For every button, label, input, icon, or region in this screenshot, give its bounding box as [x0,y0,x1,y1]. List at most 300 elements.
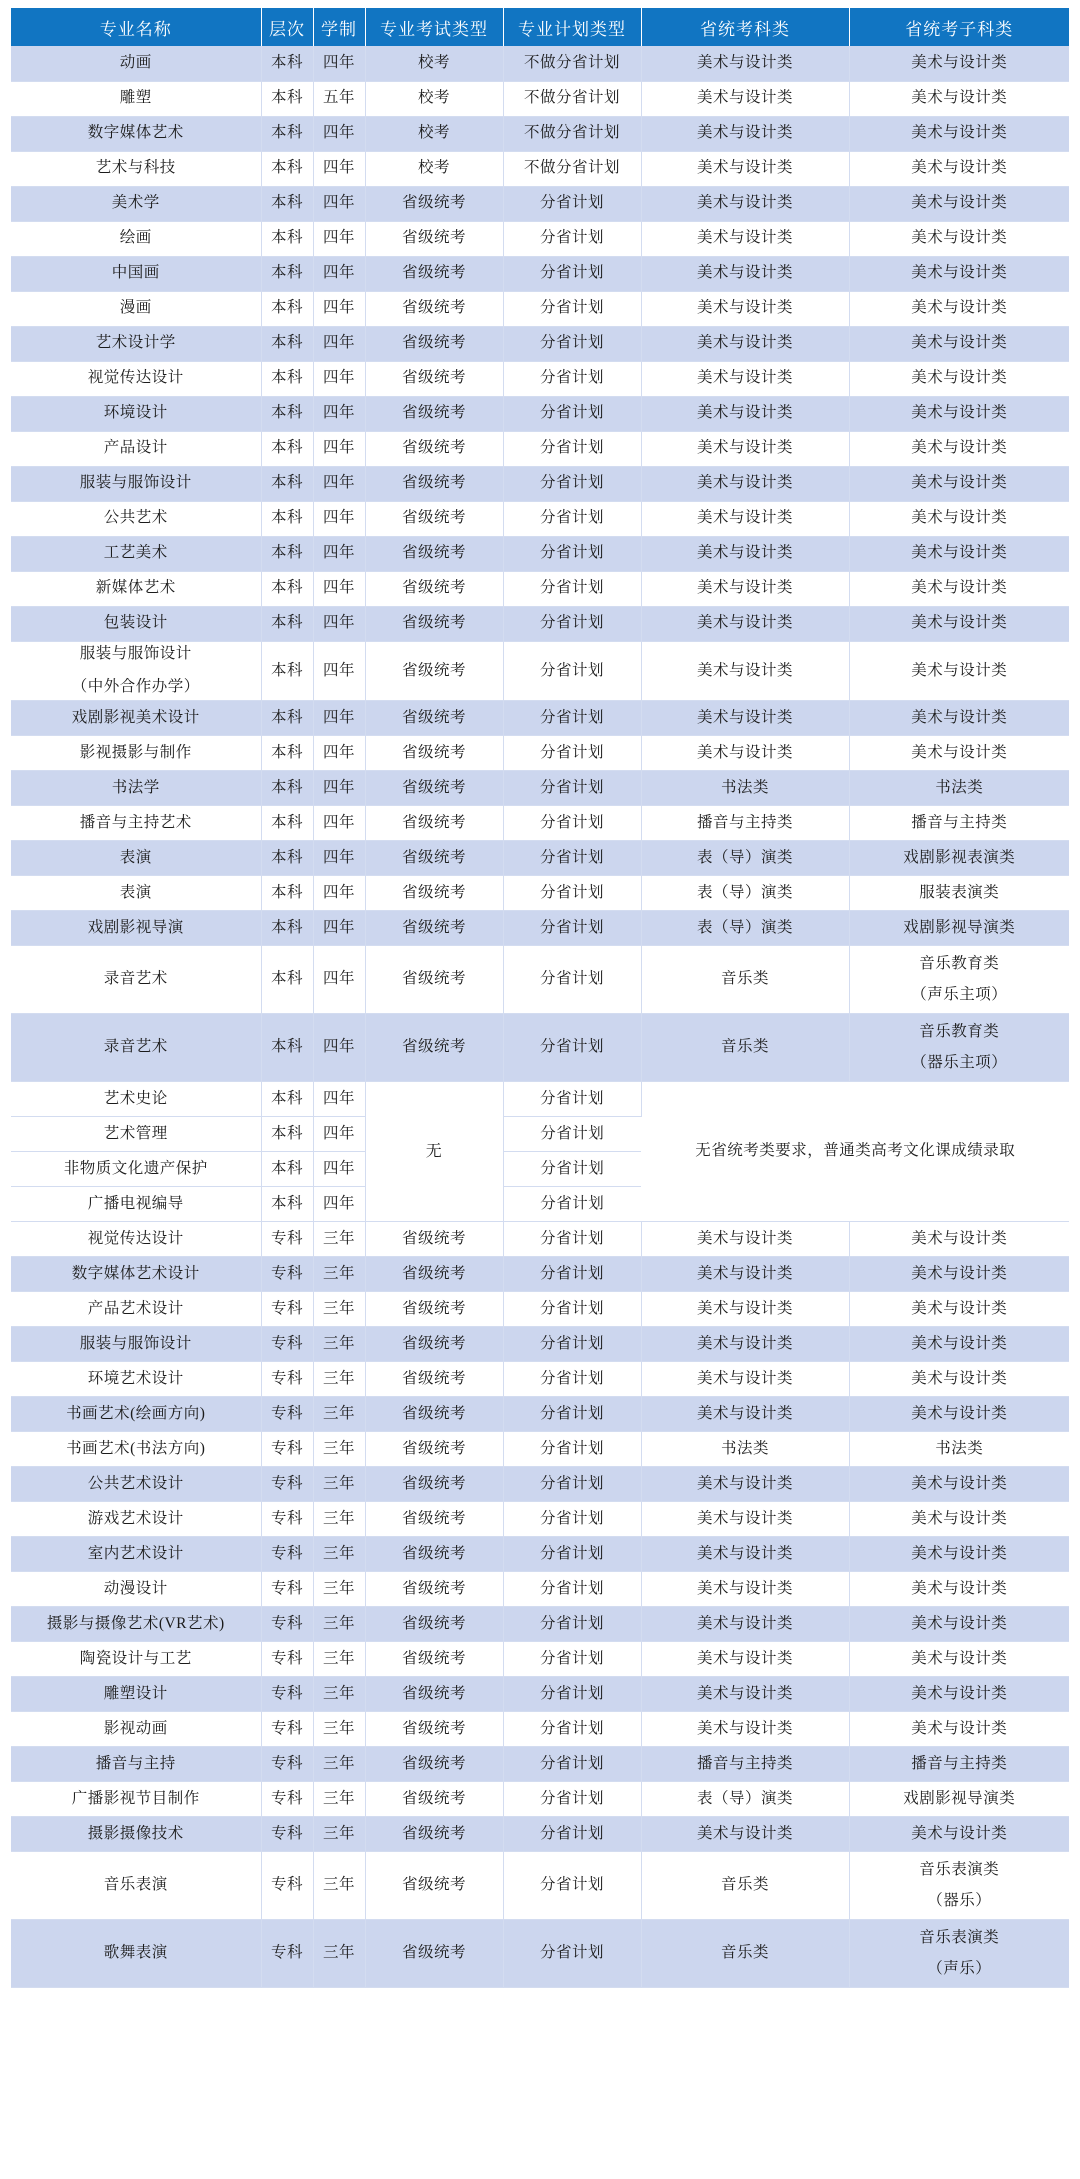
table-row[interactable] [11,466,1069,501]
cell-province-subcategory: 美术与设计类 [849,641,1069,701]
cell-level: 本科 [261,911,313,946]
cell-plan-type: 分省计划 [503,1014,641,1082]
cell-province-category: 播音与主持类 [641,1747,849,1782]
table-row[interactable] [11,1014,1069,1082]
cell-years: 四年 [313,571,365,606]
cell-level: 专科 [261,1607,313,1642]
table-row[interactable] [11,641,1069,701]
cell-province-subcategory: 美术与设计类 [849,1572,1069,1607]
cell-exam-type: 省级统考 [365,736,503,771]
cell-plan-type: 分省计划 [503,911,641,946]
table-row[interactable] [11,606,1069,641]
cell-major-name: 中国画 [11,256,261,291]
cell-level: 本科 [261,361,313,396]
cell-years: 四年 [313,701,365,736]
cell-province-category: 美术与设计类 [641,81,849,116]
cell-years: 三年 [313,1572,365,1607]
cell-exam-type: 省级统考 [365,1362,503,1397]
table-body [11,46,1069,1988]
cell-level: 专科 [261,1362,313,1397]
cell-major-name: 书画艺术(书法方向) [11,1432,261,1467]
table-row[interactable] [11,876,1069,911]
cell-years: 三年 [313,1747,365,1782]
cell-major-name: 动画 [11,46,261,81]
cell-province-category: 美术与设计类 [641,396,849,431]
cell-plan-type: 分省计划 [503,946,641,1014]
table-row[interactable] [11,1397,1069,1432]
cell-province-category: 音乐类 [641,1920,849,1988]
header-province-subcategory: 省统考子科类 [849,8,1069,46]
cell-province-subcategory: 美术与设计类 [849,466,1069,501]
cell-plan-type: 分省计划 [503,1257,641,1292]
cell-province-subcategory-line-2: （声乐） [927,1960,992,1978]
cell-major-name: 服装与服饰设计 [11,466,261,501]
cell-exam-type: 省级统考 [365,1782,503,1817]
cell-major-name [11,641,261,701]
cell-province-subcategory: 美术与设计类 [849,701,1069,736]
cell-exam-type: 省级统考 [365,291,503,326]
cell-province-subcategory: 美术与设计类 [849,326,1069,361]
cell-province-category: 美术与设计类 [641,186,849,221]
cell-years: 三年 [313,1817,365,1852]
cell-major-name: 戏剧影视美术设计 [11,701,261,736]
cell-plan-type: 分省计划 [503,1397,641,1432]
table-row[interactable] [11,1082,1069,1117]
cell-years: 四年 [313,256,365,291]
cell-major-name: 陶瓷设计与工艺 [11,1642,261,1677]
cell-level: 本科 [261,1187,313,1222]
table-row[interactable] [11,1362,1069,1397]
cell-level: 本科 [261,396,313,431]
cell-major-name: 广播影视节目制作 [11,1782,261,1817]
cell-level: 本科 [261,736,313,771]
cell-level: 本科 [261,606,313,641]
table-row[interactable] [11,736,1069,771]
table-row[interactable] [11,431,1069,466]
header-level: 层次 [261,8,313,46]
cell-major-name: 广播电视编导 [11,1187,261,1222]
cell-level: 本科 [261,186,313,221]
cell-province-category: 美术与设计类 [641,361,849,396]
cell-province-subcategory: 美术与设计类 [849,1327,1069,1362]
cell-plan-type: 分省计划 [503,1292,641,1327]
cell-major-name: 影视动画 [11,1712,261,1747]
cell-exam-type: 省级统考 [365,396,503,431]
cell-major-name: 动漫设计 [11,1572,261,1607]
cell-province-subcategory: 美术与设计类 [849,1712,1069,1747]
cell-level: 本科 [261,806,313,841]
cell-exam-type: 省级统考 [365,221,503,256]
cell-plan-type: 分省计划 [503,1782,641,1817]
cell-plan-type: 不做分省计划 [503,46,641,81]
cell-province-category: 音乐类 [641,946,849,1014]
cell-province-category: 表（导）演类 [641,876,849,911]
cell-province-category: 美术与设计类 [641,736,849,771]
table-row[interactable] [11,1467,1069,1502]
cell-plan-type: 分省计划 [503,571,641,606]
cell-years: 三年 [313,1397,365,1432]
cell-plan-type: 分省计划 [503,536,641,571]
cell-plan-type: 分省计划 [503,1920,641,1988]
cell-major-name: 服装与服饰设计 [11,1327,261,1362]
cell-province-category: 美术与设计类 [641,221,849,256]
cell-province-subcategory: 美术与设计类 [849,116,1069,151]
header-exam-type: 专业考试类型 [365,8,503,46]
cell-exam-type: 省级统考 [365,1642,503,1677]
cell-plan-type: 分省计划 [503,1152,641,1187]
table-row[interactable] [11,1642,1069,1677]
cell-exam-type: 省级统考 [365,1537,503,1572]
cell-years: 三年 [313,1920,365,1988]
cell-plan-type: 分省计划 [503,736,641,771]
cell-major-name: 产品艺术设计 [11,1292,261,1327]
cell-years: 四年 [313,361,365,396]
cell-years: 三年 [313,1362,365,1397]
cell-province-subcategory: 书法类 [849,1432,1069,1467]
cell-years: 四年 [313,291,365,326]
cell-plan-type: 分省计划 [503,1117,641,1152]
cell-plan-type: 分省计划 [503,806,641,841]
cell-level: 专科 [261,1677,313,1712]
cell-years: 四年 [313,431,365,466]
cell-plan-type: 分省计划 [503,1187,641,1222]
cell-province-category: 美术与设计类 [641,151,849,186]
cell-plan-type: 分省计划 [503,256,641,291]
cell-plan-type: 分省计划 [503,1467,641,1502]
table-row[interactable] [11,1502,1069,1537]
cell-exam-type: 省级统考 [365,701,503,736]
cell-plan-type: 分省计划 [503,431,641,466]
cell-exam-type: 省级统考 [365,1257,503,1292]
cell-exam-type: 省级统考 [365,876,503,911]
table-row[interactable] [11,1222,1069,1257]
cell-exam-type: 省级统考 [365,1502,503,1537]
table-row[interactable] [11,1257,1069,1292]
table-row[interactable] [11,911,1069,946]
cell-plan-type: 分省计划 [503,466,641,501]
majors-table [11,8,1069,1988]
cell-major-name: 摄影摄像技术 [11,1817,261,1852]
cell-years: 四年 [313,1082,365,1117]
table-row[interactable] [11,1782,1069,1817]
cell-exam-type: 省级统考 [365,1222,503,1257]
cell-major-name: 美术学 [11,186,261,221]
cell-province-subcategory-line-1: 音乐教育类 [919,954,1000,972]
cell-province-subcategory: 戏剧影视导演类 [849,911,1069,946]
cell-years: 三年 [313,1432,365,1467]
cell-province-category: 美术与设计类 [641,256,849,291]
header-row [11,8,1069,46]
cell-major-name: 环境设计 [11,396,261,431]
cell-province-category: 美术与设计类 [641,291,849,326]
cell-level: 专科 [261,1222,313,1257]
cell-level: 专科 [261,1432,313,1467]
cell-major-name: 产品设计 [11,431,261,466]
cell-major-name: 戏剧影视导演 [11,911,261,946]
table-row[interactable] [11,221,1069,256]
cell-province-subcategory: 美术与设计类 [849,81,1069,116]
cell-province-category: 美术与设计类 [641,1362,849,1397]
table-row[interactable] [11,1817,1069,1852]
cell-major-name: 绘画 [11,221,261,256]
cell-level: 本科 [261,431,313,466]
cell-exam-type: 省级统考 [365,186,503,221]
cell-exam-type: 省级统考 [365,841,503,876]
cell-years: 三年 [313,1607,365,1642]
cell-province-category: 书法类 [641,1432,849,1467]
cell-exam-type: 校考 [365,46,503,81]
cell-no-requirement-note: 无省统考类要求，普通类高考文化课成绩录取 [641,1082,1069,1222]
cell-level: 本科 [261,571,313,606]
cell-level: 专科 [261,1747,313,1782]
cell-province-subcategory: 美术与设计类 [849,1677,1069,1712]
cell-province-subcategory: 美术与设计类 [849,431,1069,466]
cell-province-subcategory: 美术与设计类 [849,361,1069,396]
cell-province-category: 音乐类 [641,1852,849,1920]
cell-province-category: 美术与设计类 [641,1572,849,1607]
cell-province-subcategory: 美术与设计类 [849,1257,1069,1292]
cell-level: 本科 [261,946,313,1014]
cell-exam-type: 省级统考 [365,946,503,1014]
cell-plan-type: 分省计划 [503,1572,641,1607]
table-row[interactable] [11,1292,1069,1327]
cell-years: 三年 [313,1712,365,1747]
cell-province-subcategory: 美术与设计类 [849,256,1069,291]
cell-province-subcategory: 书法类 [849,771,1069,806]
cell-province-subcategory: 播音与主持类 [849,1747,1069,1782]
cell-province-category: 美术与设计类 [641,431,849,466]
table-row[interactable] [11,946,1069,1014]
header-years: 学制 [313,8,365,46]
cell-province-subcategory: 美术与设计类 [849,1502,1069,1537]
cell-plan-type: 分省计划 [503,701,641,736]
cell-level: 本科 [261,256,313,291]
cell-exam-type: 省级统考 [365,1292,503,1327]
cell-major-name: 工艺美术 [11,536,261,571]
cell-years: 四年 [313,641,365,701]
cell-exam-type: 省级统考 [365,1920,503,1988]
cell-years: 三年 [313,1292,365,1327]
cell-plan-type: 分省计划 [503,876,641,911]
cell-level: 本科 [261,81,313,116]
cell-plan-type: 不做分省计划 [503,151,641,186]
cell-major-name: 视觉传达设计 [11,361,261,396]
cell-province-subcategory: 播音与主持类 [849,806,1069,841]
cell-province-subcategory [849,1014,1069,1082]
table-row[interactable] [11,186,1069,221]
header-plan-type: 专业计划类型 [503,8,641,46]
cell-province-subcategory: 美术与设计类 [849,46,1069,81]
cell-exam-type: 省级统考 [365,606,503,641]
table-row[interactable] [11,46,1069,81]
cell-years: 三年 [313,1222,365,1257]
cell-level: 专科 [261,1502,313,1537]
cell-province-subcategory: 美术与设计类 [849,186,1069,221]
cell-province-category: 播音与主持类 [641,806,849,841]
cell-years: 三年 [313,1782,365,1817]
cell-plan-type: 分省计划 [503,396,641,431]
table-row[interactable] [11,291,1069,326]
cell-plan-type: 分省计划 [503,221,641,256]
cell-province-subcategory: 美术与设计类 [849,1362,1069,1397]
cell-years: 三年 [313,1537,365,1572]
cell-level: 本科 [261,151,313,186]
cell-exam-type: 省级统考 [365,1712,503,1747]
cell-province-category: 美术与设计类 [641,1677,849,1712]
cell-major-name: 书画艺术(绘画方向) [11,1397,261,1432]
cell-plan-type: 分省计划 [503,1817,641,1852]
table-row[interactable] [11,116,1069,151]
cell-exam-type: 省级统考 [365,1747,503,1782]
table-row[interactable] [11,1537,1069,1572]
cell-plan-type: 分省计划 [503,1852,641,1920]
table-row[interactable] [11,361,1069,396]
cell-years: 四年 [313,46,365,81]
table-row[interactable] [11,256,1069,291]
table-row[interactable] [11,806,1069,841]
table-row[interactable] [11,571,1069,606]
cell-province-subcategory-line-2: （器乐） [927,1892,992,1910]
table-row[interactable] [11,1677,1069,1712]
cell-level: 专科 [261,1572,313,1607]
cell-years: 四年 [313,221,365,256]
cell-years: 四年 [313,841,365,876]
cell-province-subcategory-line-1: 音乐教育类 [919,1022,1000,1040]
cell-province-category: 美术与设计类 [641,46,849,81]
cell-years: 三年 [313,1257,365,1292]
cell-province-subcategory [849,1852,1069,1920]
cell-level: 专科 [261,1327,313,1362]
cell-province-subcategory: 美术与设计类 [849,291,1069,326]
cell-level: 本科 [261,1082,313,1117]
table-row[interactable] [11,701,1069,736]
cell-plan-type: 分省计划 [503,1642,641,1677]
table-row[interactable] [11,1747,1069,1782]
cell-exam-type: 省级统考 [365,1572,503,1607]
cell-major-name: 公共艺术设计 [11,1467,261,1502]
cell-level: 专科 [261,1397,313,1432]
cell-plan-type: 分省计划 [503,1327,641,1362]
table-row[interactable] [11,326,1069,361]
cell-level: 本科 [261,701,313,736]
table-row[interactable] [11,1607,1069,1642]
cell-exam-type: 省级统考 [365,326,503,361]
cell-years: 三年 [313,1327,365,1362]
cell-exam-type-merged: 无 [365,1082,503,1222]
cell-years: 三年 [313,1677,365,1712]
cell-years: 四年 [313,466,365,501]
cell-years: 三年 [313,1502,365,1537]
cell-plan-type: 不做分省计划 [503,116,641,151]
cell-province-category: 美术与设计类 [641,1222,849,1257]
cell-exam-type: 省级统考 [365,571,503,606]
table-row[interactable] [11,1852,1069,1920]
cell-years: 四年 [313,396,365,431]
cell-level: 专科 [261,1712,313,1747]
cell-years: 四年 [313,326,365,361]
cell-major-name: 雕塑 [11,81,261,116]
cell-exam-type: 省级统考 [365,1852,503,1920]
table-row[interactable] [11,536,1069,571]
cell-province-subcategory [849,1920,1069,1988]
cell-level: 专科 [261,1782,313,1817]
table-row[interactable] [11,1712,1069,1747]
cell-province-subcategory: 美术与设计类 [849,1817,1069,1852]
cell-major-name: 歌舞表演 [11,1920,261,1988]
cell-plan-type: 分省计划 [503,641,641,701]
cell-level: 本科 [261,466,313,501]
cell-plan-type: 分省计划 [503,501,641,536]
cell-plan-type: 分省计划 [503,1432,641,1467]
table-row[interactable] [11,501,1069,536]
table-row[interactable] [11,151,1069,186]
cell-major-name: 艺术与科技 [11,151,261,186]
cell-exam-type: 校考 [365,81,503,116]
cell-major-name-line-1: 服装与服饰设计 [79,644,192,662]
cell-major-name: 录音艺术 [11,946,261,1014]
cell-years: 四年 [313,1014,365,1082]
cell-province-category: 表（导）演类 [641,911,849,946]
cell-level: 本科 [261,221,313,256]
cell-province-subcategory: 美术与设计类 [849,1397,1069,1432]
cell-plan-type: 分省计划 [503,1677,641,1712]
cell-years: 四年 [313,1152,365,1187]
cell-plan-type: 分省计划 [503,1502,641,1537]
cell-province-category: 表（导）演类 [641,841,849,876]
cell-major-name: 艺术史论 [11,1082,261,1117]
cell-exam-type: 省级统考 [365,911,503,946]
header-province-category: 省统考科类 [641,8,849,46]
cell-province-subcategory-line-1: 音乐表演类 [919,1860,1000,1878]
table-row[interactable] [11,1920,1069,1988]
cell-level: 本科 [261,501,313,536]
table-row[interactable] [11,396,1069,431]
table-row[interactable] [11,81,1069,116]
cell-exam-type: 省级统考 [365,1014,503,1082]
table-row[interactable] [11,1572,1069,1607]
cell-province-subcategory: 美术与设计类 [849,221,1069,256]
cell-plan-type: 分省计划 [503,1082,641,1117]
cell-level: 专科 [261,1920,313,1988]
cell-province-category: 美术与设计类 [641,536,849,571]
cell-years: 四年 [313,116,365,151]
cell-major-name: 公共艺术 [11,501,261,536]
cell-major-name: 环境艺术设计 [11,1362,261,1397]
cell-years: 四年 [313,606,365,641]
cell-province-category: 美术与设计类 [641,1327,849,1362]
cell-province-subcategory: 美术与设计类 [849,1642,1069,1677]
table-row[interactable] [11,771,1069,806]
cell-major-name: 音乐表演 [11,1852,261,1920]
cell-plan-type: 分省计划 [503,291,641,326]
cell-level: 本科 [261,1117,313,1152]
table-row[interactable] [11,841,1069,876]
cell-level: 本科 [261,876,313,911]
table-row[interactable] [11,1432,1069,1467]
cell-years: 四年 [313,1187,365,1222]
cell-exam-type: 校考 [365,116,503,151]
cell-major-name: 表演 [11,841,261,876]
cell-level: 专科 [261,1257,313,1292]
cell-years: 四年 [313,736,365,771]
cell-exam-type: 省级统考 [365,1432,503,1467]
cell-province-category: 美术与设计类 [641,1257,849,1292]
table-row[interactable] [11,1327,1069,1362]
cell-major-name: 艺术管理 [11,1117,261,1152]
cell-level: 本科 [261,536,313,571]
cell-level: 本科 [261,326,313,361]
cell-exam-type: 省级统考 [365,1327,503,1362]
